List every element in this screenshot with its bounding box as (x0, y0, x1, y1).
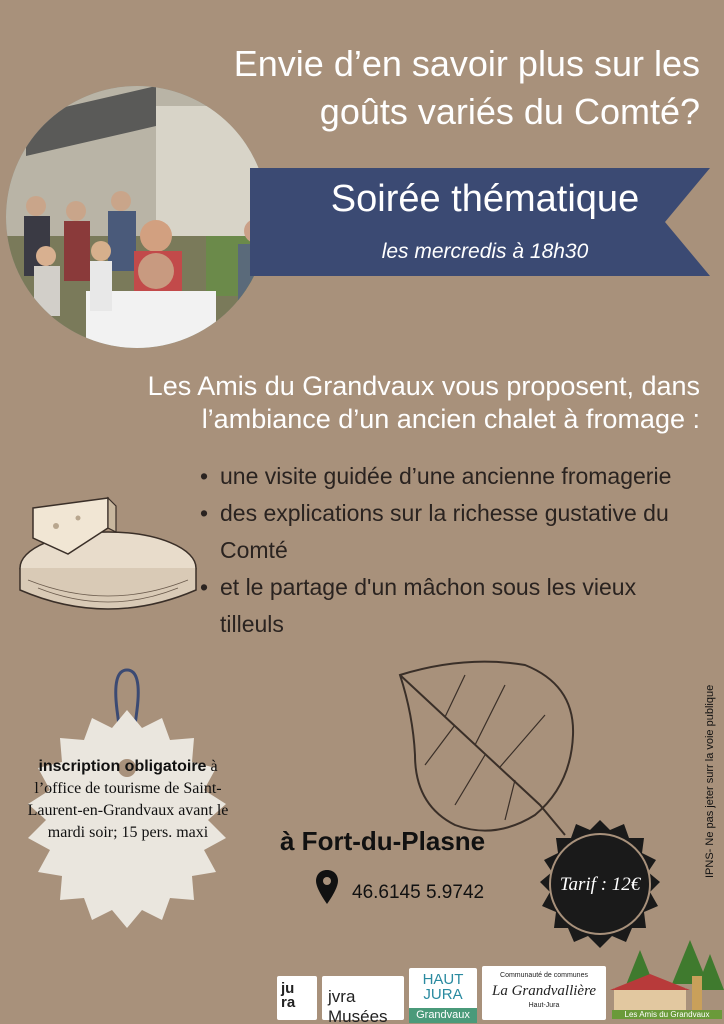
headline-line-2: goûts variés du Comté? (319, 91, 700, 132)
gps-coordinates: 46.6145 5.9742 (352, 882, 485, 903)
intro-text (20, 370, 700, 436)
ipns-notice: IPNS- Ne pas jeter surr la voie publique (704, 684, 716, 878)
haut-jura-grandvaux-logo (409, 968, 477, 1020)
grandvalliere-name: La Grandvallière (491, 983, 597, 999)
event-place: à Fort-du-Plasne (280, 826, 486, 856)
registration-required: inscription obligatoire (38, 758, 207, 775)
grandvalliere-logo (482, 966, 606, 1020)
jura-logo (277, 976, 317, 1020)
haut-jura-line-2: JURA (423, 986, 463, 1003)
price-label: Tarif : 12€ (559, 874, 641, 895)
list-item: • et le partage d'un mâchon sous les vieux tilleuls (200, 569, 690, 643)
intro-line-1: Les Amis du Grandvaux vous proposent, dans (147, 371, 700, 401)
banner-title: Soirée thématique (330, 178, 640, 220)
visitors-photo-illustration (6, 86, 268, 348)
haut-jura-line-3: Grandvaux (409, 1008, 477, 1023)
jura-logo-line-2: ra (281, 994, 296, 1011)
activity-list (200, 458, 690, 643)
grandvalliere-caption: Communauté de communes (500, 972, 588, 979)
intro-line-2: l’ambiance d’un ancien chalet à fromage : (201, 404, 700, 434)
jura-logo-line-1: ju (281, 980, 295, 997)
grandvalliere-region: Haut-Jura (528, 1002, 560, 1009)
jura-musees-logo: jvra Musées (322, 976, 404, 1020)
list-item: • des explications sur la richesse gustative du Comté (200, 495, 690, 569)
registration-details: à l’office de tourisme de Saint-Laurent-en-Grandvaux avant le mardi soir; 15 pers. maxi (27, 758, 229, 841)
list-item: • une visite guidée d’une ancienne fromagerie (200, 458, 690, 495)
haut-jura-line-1: HAUT (422, 971, 464, 988)
visitors-photo (6, 86, 268, 348)
registration-text (22, 756, 234, 844)
linden-leaf-illustration (395, 655, 585, 840)
headline-line-1: Envie d’en savoir plus sur les (233, 43, 700, 84)
amis-du-grandvaux-label: Les Amis du Grandvaux (612, 1010, 722, 1019)
map-pin-icon (316, 870, 338, 904)
cheese-illustration (8, 488, 198, 616)
banner-subtitle: les mercredis à 18h30 (381, 240, 589, 263)
